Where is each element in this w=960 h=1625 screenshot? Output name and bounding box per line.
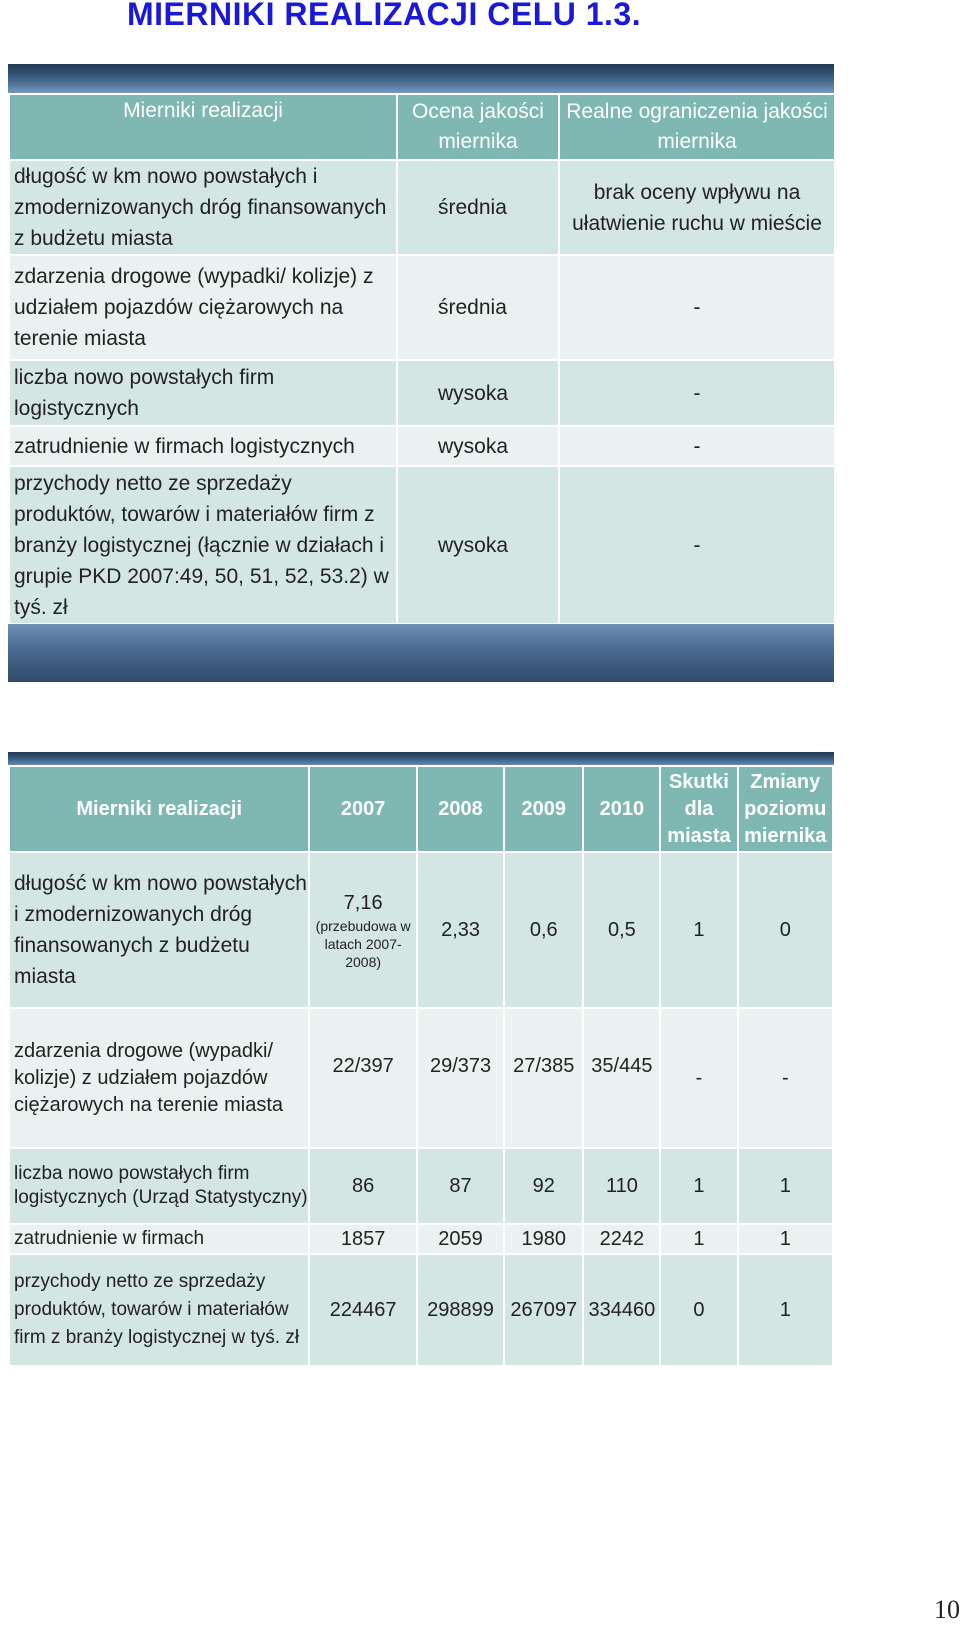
column-header: Mierniki realizacji	[9, 94, 397, 160]
value-2008: 87	[417, 1148, 504, 1224]
header-banner	[8, 64, 834, 94]
city-effect: 1	[660, 1224, 737, 1254]
column-header: 2009	[504, 766, 583, 852]
table-row	[9, 1254, 833, 1366]
column-header: Mierniki realizacji	[9, 766, 309, 852]
city-effect: 1	[660, 1148, 737, 1224]
column-header: 2008	[417, 766, 504, 852]
measure-label: zdarzenia drogowe (wypadki/ kolizje) z udziałem pojazdów ciężarowych na terenie miasta	[9, 1008, 309, 1148]
column-header: Ocena jakości miernika	[397, 94, 559, 160]
value-2010: 35/445	[583, 1008, 660, 1148]
table-header-row	[9, 94, 835, 160]
table-row	[9, 1224, 833, 1254]
measure-label: zatrudnienie w firmach	[9, 1224, 309, 1254]
column-header: Skutki dla miasta	[660, 766, 737, 852]
table-row	[9, 426, 835, 466]
measure-label: zdarzenia drogowe (wypadki/ kolizje) z udziałem pojazdów ciężarowych na terenie miasta	[9, 255, 397, 360]
table-row	[9, 255, 835, 360]
value-2010: 334460	[583, 1254, 660, 1366]
measure-label: liczba nowo powstałych firm logistycznych	[9, 360, 397, 426]
measure-change: -	[738, 1008, 833, 1148]
value-2008: 298899	[417, 1254, 504, 1366]
value-2007	[309, 852, 417, 1008]
column-header: 2010	[583, 766, 660, 852]
quality-limitation: -	[559, 426, 835, 466]
quality-rating: średnia	[397, 160, 559, 255]
measure-label: długość w km nowo powstałych i zmodernizowanych dróg finansowanych z budżetu miasta	[9, 852, 309, 1008]
table-row	[9, 1008, 833, 1148]
value-2009: 92	[504, 1148, 583, 1224]
quality-rating: wysoka	[397, 466, 559, 624]
measure-label: przychody netto ze sprzedaży produktów, towarów i materiałów firm z branży logistycznej (łącznie w działach i grupie PKD 2007:49, 50, 51, 52, 53.2) w tyś. zł	[9, 466, 397, 624]
table-header-row	[9, 766, 833, 852]
quality-rating: wysoka	[397, 426, 559, 466]
value-2010: 0,5	[583, 852, 660, 1008]
quality-limitation: -	[559, 360, 835, 426]
value-2010: 110	[583, 1148, 660, 1224]
table-row	[9, 466, 835, 624]
value-2008: 2059	[417, 1224, 504, 1254]
page-title: MIERNIKI REALIZACJI CELU 1.3.	[127, 0, 642, 32]
value-2009: 267097	[504, 1254, 583, 1366]
quality-rating: średnia	[397, 255, 559, 360]
measure-change: 0	[738, 852, 833, 1008]
page-number: 10	[934, 1595, 960, 1624]
measure-label: liczba nowo powstałych firm logistycznych (Urząd Statystyczny)	[9, 1148, 309, 1224]
measure-change: 1	[738, 1224, 833, 1254]
measure-label: długość w km nowo powstałych i zmodernizowanych dróg finansowanych z budżetu miasta	[9, 160, 397, 255]
city-effect: 1	[660, 852, 737, 1008]
values-table	[8, 765, 834, 1367]
column-header: Realne ograniczenia jakości miernika	[559, 94, 835, 160]
value-2007-note: (przebudowa w latach 2007-2008)	[315, 917, 411, 970]
value-2010: 2242	[583, 1224, 660, 1254]
column-header: Zmiany poziomu miernika	[738, 766, 833, 852]
table-row	[9, 360, 835, 426]
value-2007: 1857	[309, 1224, 417, 1254]
quality-limitation: brak oceny wpływu na ułatwienie ruchu w mieście	[559, 160, 835, 255]
value-2009: 27/385	[504, 1008, 583, 1148]
quality-limitation: -	[559, 466, 835, 624]
value-2009: 0,6	[504, 852, 583, 1008]
quality-limitation: -	[559, 255, 835, 360]
measure-change: 1	[738, 1254, 833, 1366]
city-effect: 0	[660, 1254, 737, 1366]
table-row	[9, 160, 835, 255]
value-2007: 224467	[309, 1254, 417, 1366]
value-2008: 29/373	[417, 1008, 504, 1148]
table-row	[9, 852, 833, 1008]
quality-rating: wysoka	[397, 360, 559, 426]
quality-table	[8, 93, 836, 625]
footer-banner	[8, 624, 834, 682]
city-effect: -	[660, 1008, 737, 1148]
measure-label: zatrudnienie w firmach logistycznych	[9, 426, 397, 466]
value-2008: 2,33	[417, 852, 504, 1008]
table-row	[9, 1148, 833, 1224]
value-2007: 22/397	[309, 1008, 417, 1148]
measure-change: 1	[738, 1148, 833, 1224]
value-2007: 86	[309, 1148, 417, 1224]
measure-label: przychody netto ze sprzedaży produktów, towarów i materiałów firm z branży logistycznej w tyś. zł	[9, 1254, 309, 1366]
value-2009: 1980	[504, 1224, 583, 1254]
column-header: 2007	[309, 766, 417, 852]
value-2007-number: 7,16	[343, 891, 383, 914]
